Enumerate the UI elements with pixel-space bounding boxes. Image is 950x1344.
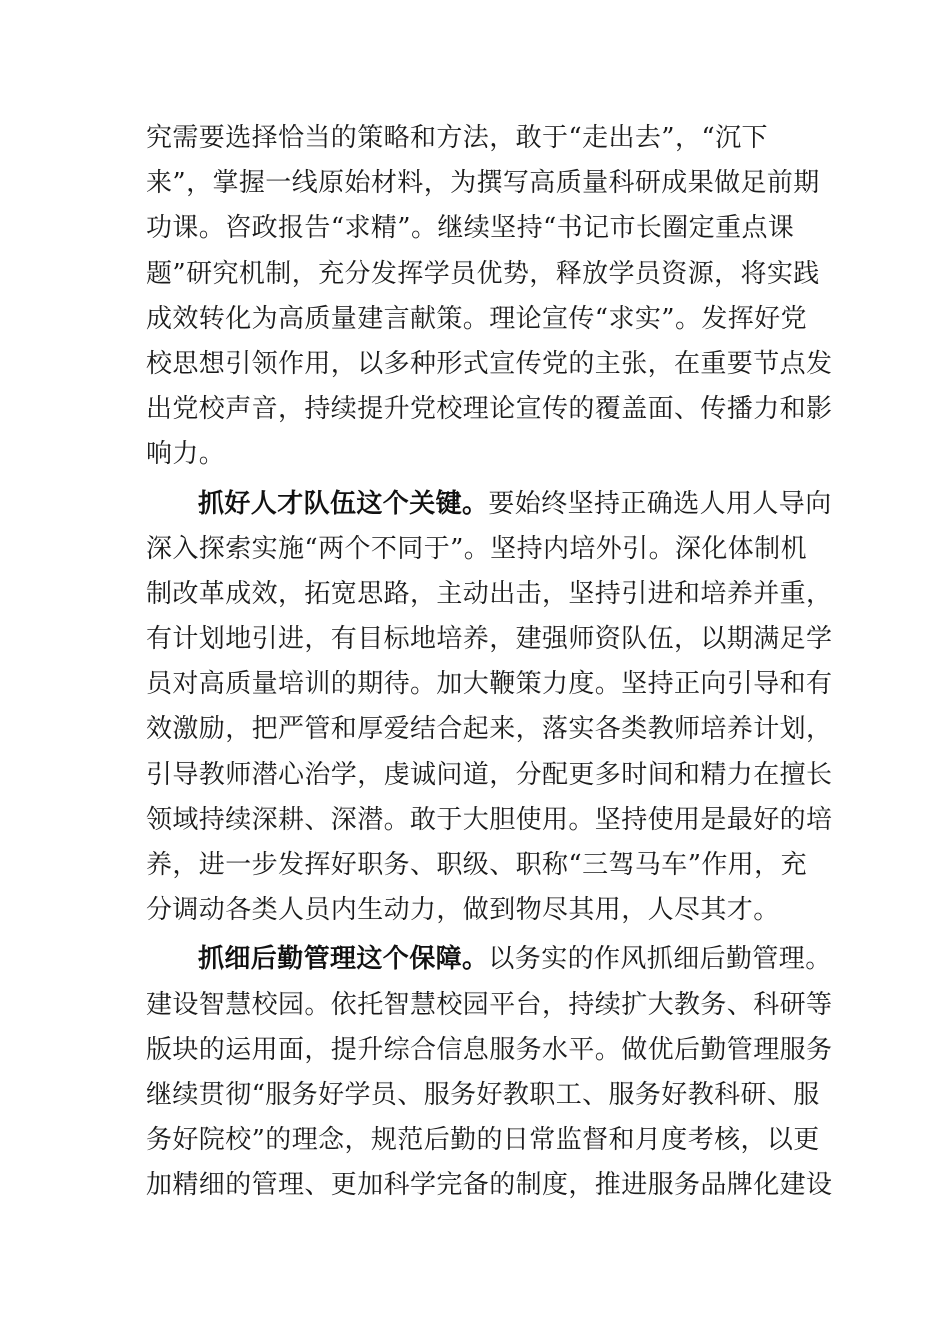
text-line: 有计划地引进，有目标地培养，建强师资队伍，以期满足学 bbox=[146, 624, 833, 655]
text-fragment: 要始终坚持正确选人用人导向 bbox=[488, 488, 832, 519]
text-line bbox=[146, 482, 832, 527]
document-body bbox=[146, 116, 833, 1209]
paragraph-talent-team bbox=[146, 482, 833, 934]
text-fragment: 以务实的作风抓细后勤管理。 bbox=[488, 944, 832, 975]
text-line: 来”，掌握一线原始材料，为撰写高质量科研成果做足前期 bbox=[146, 168, 820, 199]
text-line: 成效转化为高质量建言献策。理论宣传“求实”。发挥好党 bbox=[146, 303, 807, 334]
text-line: 响力。 bbox=[146, 439, 226, 470]
text-line: 养，进一步发挥好职务、职级、职称“三驾马车”作用，充 bbox=[146, 850, 807, 880]
text-line: 出党校声音，持续提升党校理论宣传的覆盖面、传播力和影 bbox=[146, 394, 833, 425]
paragraph-logistics bbox=[146, 937, 833, 1208]
paragraph-heading: 抓好人才队伍这个关键。 bbox=[198, 488, 489, 519]
text-line: 校思想引领作用，以多种形式宣传党的主张，在重要节点发 bbox=[146, 348, 833, 379]
paragraph-research bbox=[146, 116, 833, 478]
text-line: 效激励，把严管和厚爱结合起来，落实各类教师培养计划， bbox=[146, 714, 833, 745]
text-line: 版块的运用面，提升综合信息服务水平。做优后勤管理服务 bbox=[146, 1034, 833, 1065]
text-line: 领域持续深耕、深潜。敢于大胆使用。坚持使用是最好的培 bbox=[146, 804, 833, 835]
text-line: 制改革成效，拓宽思路，主动出击，坚持引进和培养并重， bbox=[146, 578, 833, 609]
text-line: 继续贯彻“服务好学员、服务好教职工、服务好教科研、服 bbox=[146, 1079, 820, 1110]
text-line bbox=[146, 937, 832, 982]
text-line: 务好院校”的理念，规范后勤的日常监督和月度考核，以更 bbox=[146, 1125, 820, 1156]
paragraph-heading: 抓细后勤管理这个保障。 bbox=[198, 944, 489, 975]
text-line: 分调动各类人员内生动力，做到物尽其用，人尽其才。 bbox=[146, 895, 780, 926]
text-line: 建设智慧校园。依托智慧校园平台，持续扩大教务、科研等 bbox=[146, 989, 833, 1020]
text-line: 题”研究机制，充分发挥学员优势，释放学员资源，将实践 bbox=[146, 258, 820, 289]
text-line: 究需要选择恰当的策略和方法，敢于“走出去”，“沉下 bbox=[146, 123, 768, 153]
text-line: 员对高质量培训的期待。加大鞭策力度。坚持正向引导和有 bbox=[146, 669, 833, 700]
text-line: 功课。咨政报告“求精”。继续坚持“书记市长圈定重点课 bbox=[146, 213, 795, 244]
text-line: 引导教师潜心治学，虔诚问道，分配更多时间和精力在擅长 bbox=[146, 759, 833, 790]
text-line: 深入探索实施“两个不同于”。坚持内培外引。深化体制机 bbox=[146, 533, 807, 564]
text-line: 加精细的管理、更加科学完备的制度，推进服务品牌化建设 bbox=[146, 1170, 833, 1201]
